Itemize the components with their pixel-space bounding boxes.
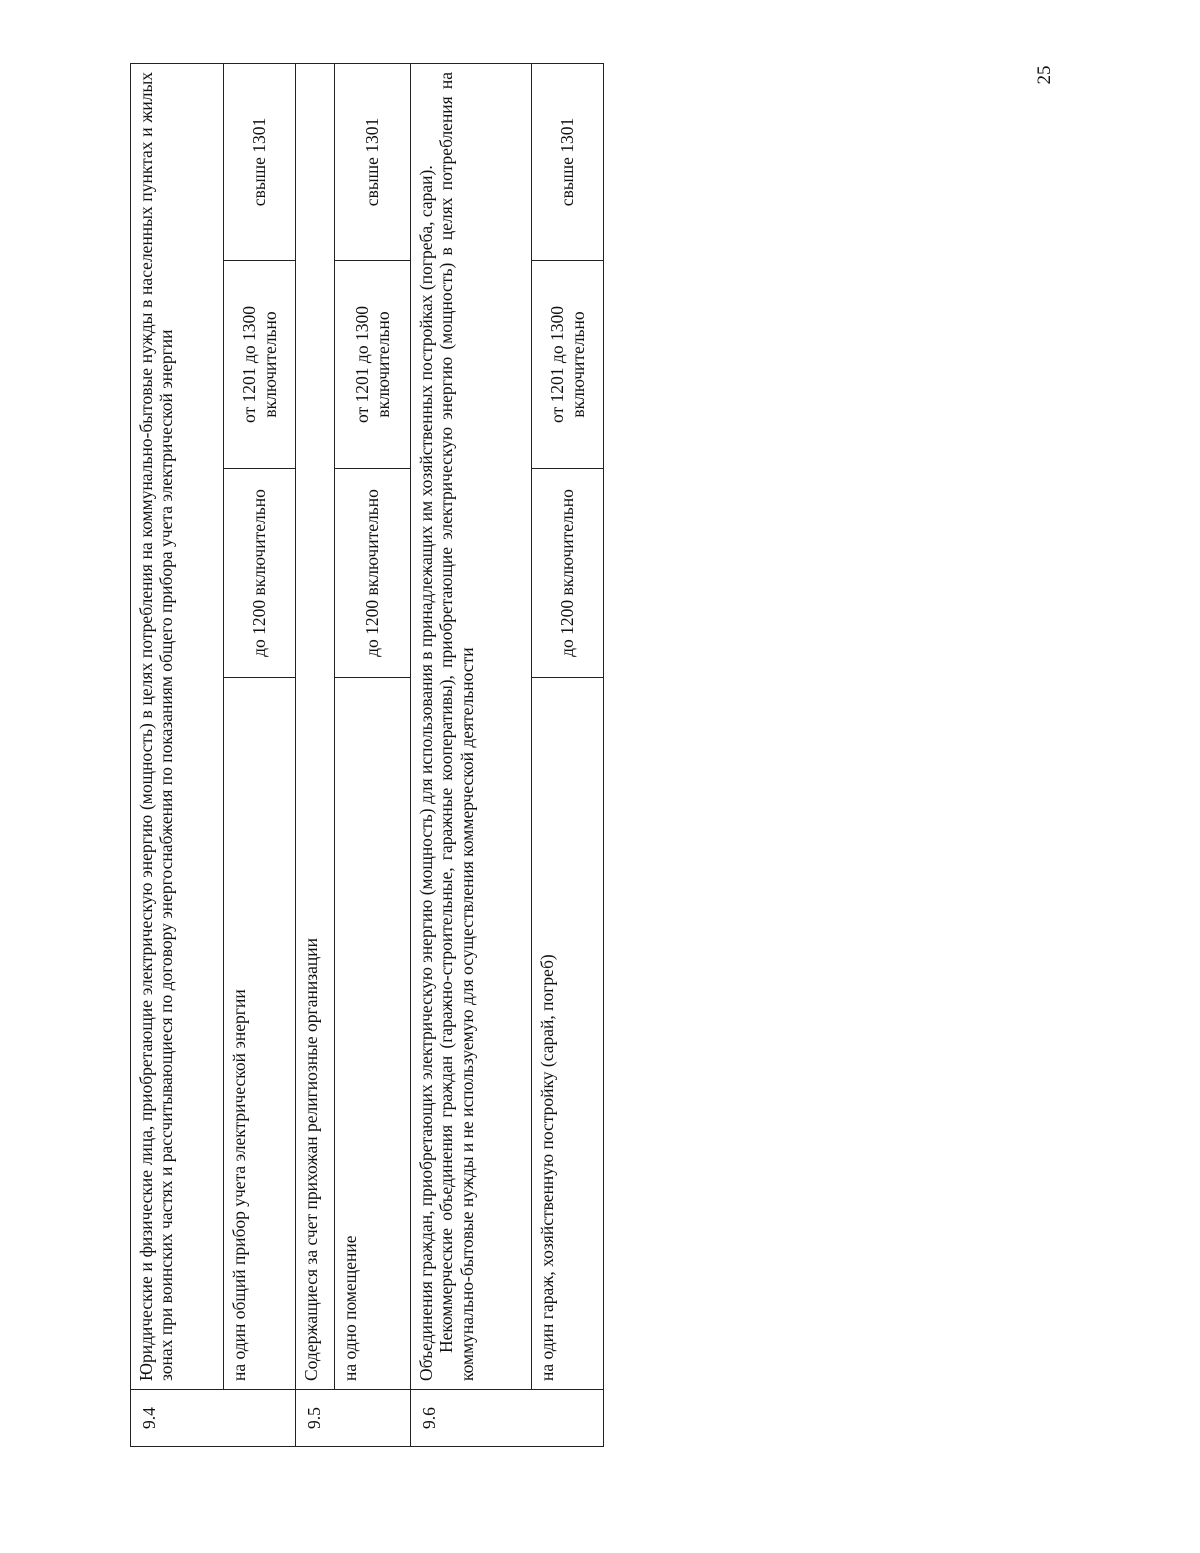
table-row [411, 63, 532, 1446]
row-description: Юридические и физические лица, приобретающие электрическую энергию (мощность) в целях потребления на коммунально-бытовые нужды в населенных пунктах и жилых зонах при воинских частях и рассчитывающиеся по договору энергоснабжения по показаниям общего прибора учета электрической энергии [131, 63, 224, 1389]
table-row [131, 63, 224, 1446]
range-over-1301: свыше 1301 [532, 63, 604, 260]
page-number: 25 [1034, 65, 1055, 85]
row-description: Содержащиеся за счет прихожан религиозные организации [296, 63, 335, 1389]
table-row [224, 63, 296, 1446]
tariff-table [130, 63, 604, 1447]
range-1201-1300: от 1201 до 1300 включительно [335, 261, 411, 469]
row-sub-label: на один гараж, хозяйственную постройку (сарай, погреб) [532, 678, 604, 1390]
row-number: 9.4 [131, 1390, 296, 1447]
range-up-to-1200: до 1200 включительно [224, 469, 296, 678]
range-over-1301: свыше 1301 [335, 63, 411, 260]
range-1201-1300: от 1201 до 1300 включительно [224, 261, 296, 469]
row-sub-label: на одно помещение [335, 678, 411, 1390]
range-up-to-1200: до 1200 включительно [335, 469, 411, 678]
row-description-paragraph: Некоммерческие объединения граждан (гаражно-строительные, гаражные кооперативы), приобретающие электрическую энергию (мощность) в целях потребления на коммунально-бытовые нужды и не используемую для осуществления коммерческой деятельности [436, 71, 477, 1381]
row-description [411, 63, 532, 1389]
table-row [296, 63, 335, 1446]
table-row [335, 63, 411, 1446]
range-1201-1300: от 1201 до 1300 включительно [532, 261, 604, 469]
table-row [532, 63, 604, 1446]
row-number: 9.6 [411, 1390, 604, 1447]
row-number: 9.5 [296, 1390, 411, 1447]
tariff-table-rotated [130, 64, 603, 1447]
range-over-1301: свыше 1301 [224, 63, 296, 260]
row-description-paragraph: Объединения граждан, приобретающих электрическую энергию (мощность) для использования в принадлежащих им хозяйственных постройках (погреба, сараи). [416, 165, 436, 1381]
row-sub-label: на один общий прибор учета электрической энергии [224, 678, 296, 1390]
range-up-to-1200: до 1200 включительно [532, 469, 604, 678]
